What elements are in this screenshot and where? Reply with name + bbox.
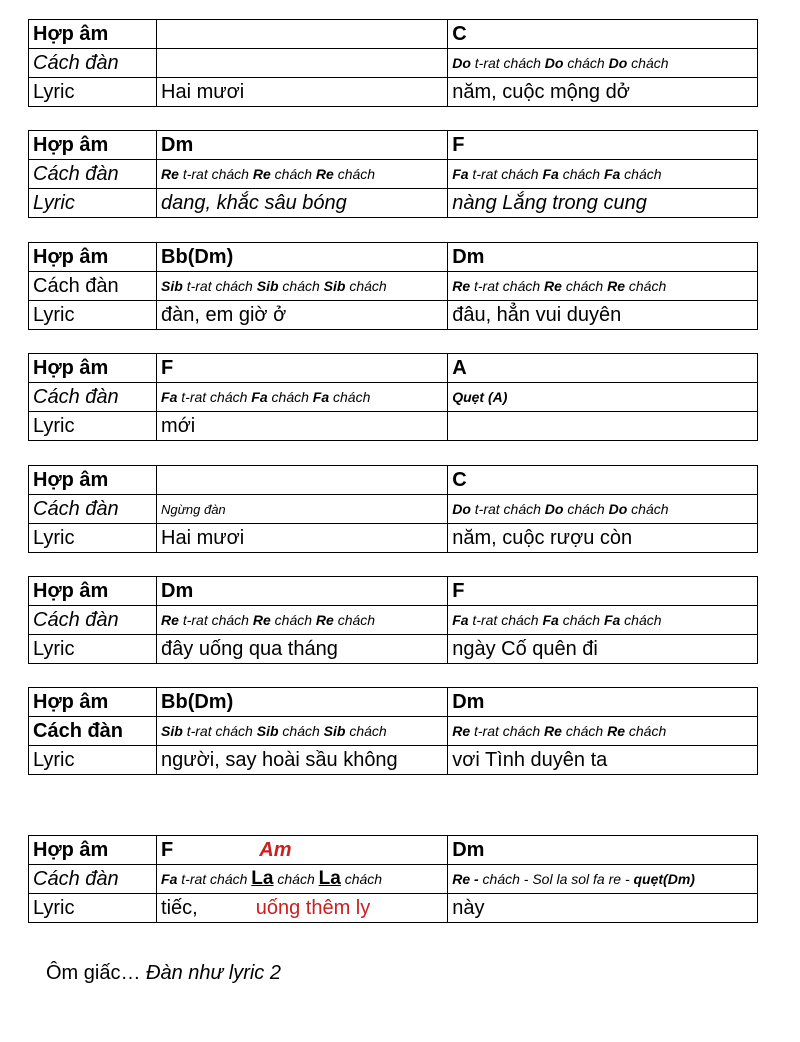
pattern-cell: Fa t-rat chách La chách La chách (157, 865, 448, 894)
row-label-lyric: Lyric (29, 301, 157, 330)
row-label-hop-am: Hợp âm (29, 20, 157, 49)
chord-cell: Dm (448, 243, 758, 272)
lyric-cell: này (448, 894, 758, 923)
row-label-hop-am: Hợp âm (29, 354, 157, 383)
lyric-cell: người, say hoài sầu không (157, 746, 448, 775)
footer-italic: Đàn như lyric 2 (146, 962, 281, 984)
chord-cell: Dm (157, 131, 448, 160)
chord-f: F (161, 838, 174, 861)
footer-note (46, 962, 281, 985)
chord-cell: F (448, 131, 758, 160)
lyric-cell: mới (157, 412, 448, 441)
chord-cell: C (448, 466, 758, 495)
row-label-lyric: Lyric (29, 746, 157, 775)
row-label-hop-am: Hợp âm (29, 836, 157, 865)
chord-table-3 (28, 242, 758, 330)
pattern-cell (157, 49, 448, 78)
lyric-cell: năm, cuộc rượu còn (448, 524, 758, 553)
chord-cell: Dm (448, 836, 758, 865)
row-label-hop-am: Hợp âm (29, 131, 157, 160)
pattern-cell: Sib t-rat chách Sib chách Sib chách (157, 272, 448, 301)
pattern-cell: Re t-rat chách Re chách Re chách (448, 717, 758, 746)
chord-cell: A (448, 354, 758, 383)
row-label-cach-dan: Cách đàn (29, 272, 157, 301)
chord-cell: Dm (448, 688, 758, 717)
lyric-cell: vơi Tình duyên ta (448, 746, 758, 775)
chord-cell (157, 836, 448, 865)
pattern-cell: Fa t-rat chách Fa chách Fa chách (448, 606, 758, 635)
lyric-cell: đàn, em giờ ở (157, 301, 448, 330)
lyric-cell: đâu, hẳn vui duyên (448, 301, 758, 330)
lyric-cell (448, 412, 758, 441)
row-label-hop-am: Hợp âm (29, 577, 157, 606)
chord-cell: F (448, 577, 758, 606)
pattern-cell: Do t-rat chách Do chách Do chách (448, 495, 758, 524)
pattern-cell: Ngừng đàn (157, 495, 448, 524)
lyric-cell: ngày Cố quên đi (448, 635, 758, 664)
row-label-lyric: Lyric (29, 524, 157, 553)
footer-text: Ôm giấc… (46, 962, 147, 984)
chord-table-6 (28, 576, 758, 664)
chord-table-8 (28, 835, 758, 923)
row-label-lyric: Lyric (29, 412, 157, 441)
chord-cell: C (448, 20, 758, 49)
chord-table-1 (28, 19, 758, 107)
pattern-cell: Re t-rat chách Re chách Re chách (157, 606, 448, 635)
row-label-cach-dan: Cách đàn (29, 383, 157, 412)
chord-table-2 (28, 130, 758, 218)
row-label-hop-am: Hợp âm (29, 466, 157, 495)
lyric-cell: đây uống qua tháng (157, 635, 448, 664)
pattern-cell: Fa t-rat chách Fa chách Fa chách (448, 160, 758, 189)
lyric-cell: dang, khắc sâu bóng (157, 189, 448, 218)
row-label-cach-dan: Cách đàn (29, 865, 157, 894)
lyric-cell: Hai mươi (157, 524, 448, 553)
pattern-cell: Sib t-rat chách Sib chách Sib chách (157, 717, 448, 746)
pattern-cell: Do t-rat chách Do chách Do chách (448, 49, 758, 78)
pattern-cell: Re t-rat chách Re chách Re chách (157, 160, 448, 189)
pattern-cell: Quẹt (A) (448, 383, 758, 412)
chord-cell: Bb(Dm) (157, 243, 448, 272)
row-label-lyric: Lyric (29, 894, 157, 923)
row-label-cach-dan: Cách đàn (29, 160, 157, 189)
chord-cell: F (157, 354, 448, 383)
pattern-cell: Fa t-rat chách Fa chách Fa chách (157, 383, 448, 412)
chord-cell: Dm (157, 577, 448, 606)
chord-cell (157, 20, 448, 49)
pattern-cell: Re t-rat chách Re chách Re chách (448, 272, 758, 301)
chord-table-4 (28, 353, 758, 441)
row-label-lyric: Lyric (29, 635, 157, 664)
lyric-cell: nàng Lắng trong cung (448, 189, 758, 218)
row-label-cach-dan: Cách đàn (29, 49, 157, 78)
row-label-cach-dan: Cách đàn (29, 717, 157, 746)
chord-table-5 (28, 465, 758, 553)
chord-cell: Bb(Dm) (157, 688, 448, 717)
chord-cell (157, 466, 448, 495)
chord-table-7 (28, 687, 758, 775)
row-label-cach-dan: Cách đàn (29, 606, 157, 635)
lyric-highlight: uống thêm ly (255, 896, 371, 919)
pattern-cell: Re - chách - Sol la sol fa re - quẹt(Dm) (448, 865, 758, 894)
chord-am: Am (259, 838, 292, 861)
row-label-hop-am: Hợp âm (29, 243, 157, 272)
row-label-lyric: Lyric (29, 78, 157, 107)
lyric-cell: Hai mươi (157, 78, 448, 107)
lyric-cell: tiếc, uống thêm ly (157, 894, 448, 923)
row-label-hop-am: Hợp âm (29, 688, 157, 717)
lyric-cell: năm, cuộc mộng dở (448, 78, 758, 107)
row-label-lyric: Lyric (29, 189, 157, 218)
row-label-cach-dan: Cách đàn (29, 495, 157, 524)
